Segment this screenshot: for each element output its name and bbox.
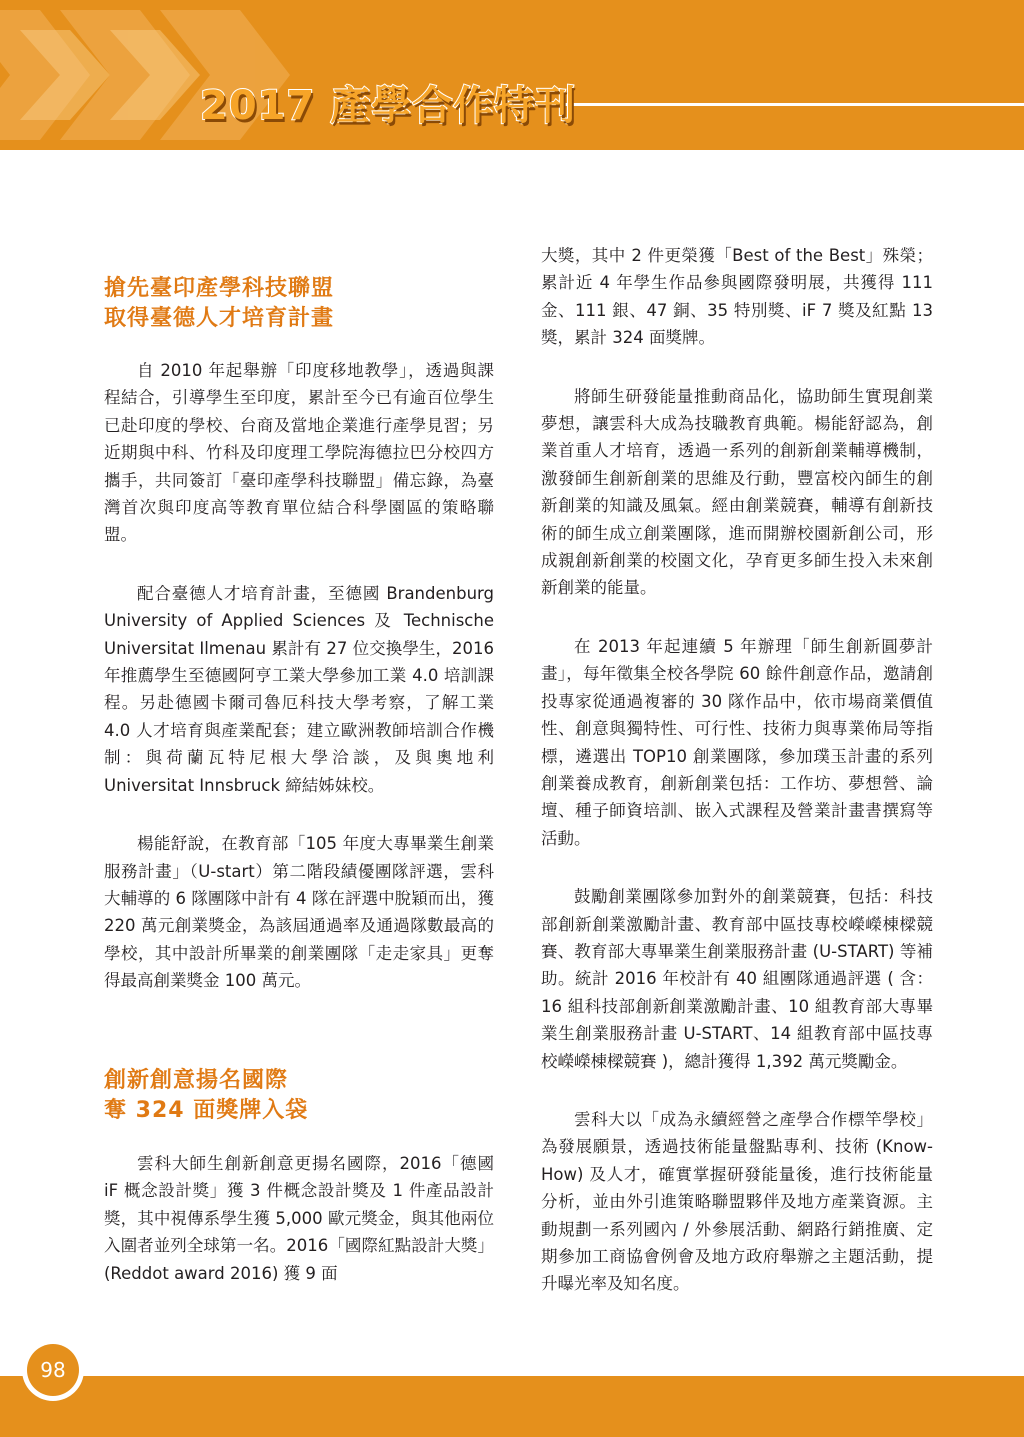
body-paragraph: 配合臺德人才培育計畫，至德國 Brandenburg University of Applied Sciences 及 Technische Universitat Ilmenau 累計有 27 位交換學生，2016 年推薦學生至德國阿亨工業大學參加工業 4.0 培訓課程。另赴德國卡爾司魯厄科技大學考察，了解工業 4.0 人才培育與產業配套；建立歐洲教師培訓合作機制：與荷蘭瓦特尼根大學洽談，及與奧地利 Universitat Innsbruck 締結姊妹校。: [104, 583, 494, 795]
section-heading: 搶先臺印產學科技聯盟: [104, 276, 335, 301]
page-number: 98: [27, 1344, 79, 1396]
footer-band: [0, 1376, 1024, 1437]
body-paragraph: 大獎，其中 2 件更榮獲「Best of the Best」殊榮；累計近 4 年學生作品參與國際發明展，共獲得 111 金、111 銀、47 銅、35 特別獎、iF 7 獎及紅點 13 獎，累計 324 面獎牌。: [541, 246, 933, 348]
body-paragraph: 雲科大師生創新創意更揚名國際，2016「德國 iF 概念設計獎」獲 3 件概念設計獎及 1 件產品設計獎，其中視傳系學生獲 5,000 歐元獎金，與其他兩位入圍者並列全球第一名。2016「國際紅點設計大獎」 (Reddot award 2016) 獲 9 面: [104, 1154, 494, 1283]
body-paragraph: 楊能舒說，在教育部「105 年度大專畢業生創業服務計畫」（U-start）第二階段績優團隊評選，雲科大輔導的 6 隊團隊中計有 4 隊在評選中脫穎而出，獲 220 萬元創業獎金，為該屆通過率及通過隊數最高的學校，其中設計所畢業的創業團隊「走走家具」更奪得最高創業獎金 100 萬元。: [104, 834, 494, 991]
left-column-body-1: [104, 357, 494, 995]
body-paragraph: 將師生研發能量推動商品化，協助師生實現創業夢想，讓雲科大成為技職教育典範。楊能舒認為，創業首重人才培育，透過一系列的創新創業輔導機制，激發師生創新創業的思維及行動，豐富校內師生的創新創業的知識及風氣。經由創業競賽，輔導有創新技術的師生成立創業團隊，進而開辦校園新創公司，形成親創新創業的校園文化，孕育更多師生投入未來創新創業的能量。: [541, 386, 933, 598]
body-paragraph: 在 2013 年起連續 5 年辦理「師生創新圓夢計畫」，每年徵集全校各學院 60 餘件創意作品，邀請創投專家從通過複審的 30 隊作品中，依市場商業價值性、創意與獨特性、可行性、技術力與專業佈局等指標，遴選出 TOP10 創業團隊，參加璞玉計畫的系列創業養成教育，創新創業包括：工作坊、夢想營、論壇、種子師資培訓、嵌入式課程及營業計畫書撰寫等活動。: [541, 636, 933, 848]
left-column-heading: [104, 274, 494, 334]
body-paragraph: 雲科大以「成為永續經營之產學合作標竿學校」為發展願景，透過技術能量盤點專利、技術 (Know-How) 及人才，確實掌握研發能量後，進行技術能量分析，並由外引進策略聯盟夥伴及地方產業資源。主動規劃一系列國內 / 外參展活動、網路行銷推廣、定期參加工商協會例會及地方政府舉辦之主題活動，提升曝光率及知名度。: [541, 1109, 933, 1294]
body-paragraph: 自 2010 年起舉辦「印度移地教學」，透過與課程結合，引導學生至印度，累計至今已有逾百位學生已赴印度的學校、台商及當地企業進行產學見習；另近期與中科、竹科及印度理工學院海德拉巴分校四方攜手，共同簽訂「臺印產學科技聯盟」備忘錄，為臺灣首次與印度高等教育單位結合科學園區的策略聯盟。: [104, 361, 494, 545]
body-paragraph: 鼓勵創業團隊參加對外的創業競賽，包括：科技部創新創業激勵計畫、教育部中區技專校嶸嶸棟樑競賽、教育部大專畢業生創業服務計畫 (U-START) 等補助。統計 2016 年校計有 40 組團隊通過評選 ( 含：16 組科技部創新創業激勵計畫、10 組教育部大專畢業生創業服務計畫 U-START、14 組教育部中區技專校嶸嶸棟樑競賽 )，總計獲得 1,392 萬元獎勵金。: [541, 887, 934, 1071]
section-heading: 奪 324 面獎牌入袋: [104, 1098, 309, 1123]
page-number-badge: [22, 1339, 84, 1401]
header-rule: [540, 103, 1024, 106]
left-column-heading-2: [104, 1066, 494, 1126]
section-heading: 創新創意揚名國際: [104, 1068, 289, 1093]
right-column: [541, 242, 933, 1298]
section-heading: 取得臺德人才培育計畫: [104, 306, 335, 331]
left-column-body-2: [104, 1150, 494, 1287]
page-title: 2017 產學合作特刊: [200, 83, 577, 129]
